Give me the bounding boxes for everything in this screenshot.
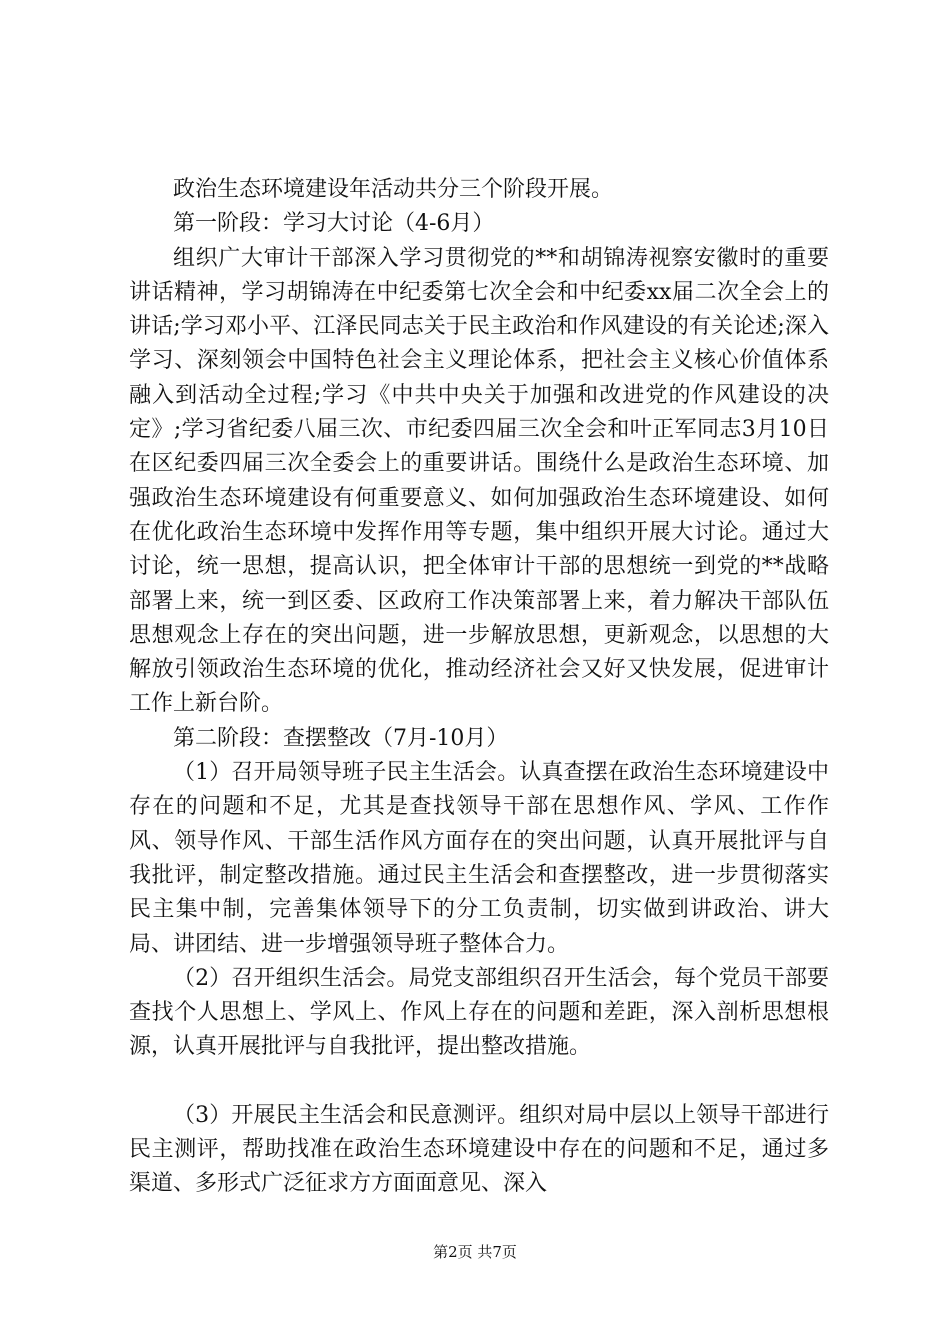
paragraph-item-2: （2）召开组织生活会。局党支部组织召开生活会，每个党员干部要查找个人思想上、学风上、作风上存在的问题和差距，深入剖析思想根源，认真开展批评与自我批评，提出整改措施。 (129, 965, 829, 1060)
heading-stage-one: 第一阶段：学习大讨论（4-6月） (173, 211, 495, 237)
heading-stage-two: 第二阶段：查摆整改（7月-10月） (173, 725, 509, 751)
paragraph-stage-one: 组织广大审计干部深入学习贯彻党的**和胡锦涛视察安徽时的重要讲话精神，学习胡锦涛在中纪委第七次全会和中纪委xx届二次全会上的讲话;学习邓小平、江泽民同志关于民主政治和作风建设的有关论述;深入学习、深刻领会中国特色社会主义理论体系，把社会主义核心价值体系融入到活动全过程;学习《中共中央关于加强和改进党的作风建设的决定》;学习省纪委八届三次、市纪委四届三次全会和叶正军同志3月10日在区纪委四届三次全委会上的重要讲话。围绕什么是政治生态环境、加强政治生态环境建设有何重要意义、如何加强政治生态环境建设、如何在优化政治生态环境中发挥作用等专题，集中组织开展大讨论。通过大讨论，统一思想，提高认识，把全体审计干部的思想统一到党的**战略部署上来，统一到区委、区政府工作决策部署上来，着力解决干部队伍思想观念上存在的突出问题，进一步解放思想，更新观念，以思想的大解放引领政治生态环境的优化，推动经济社会又好又快发展，促进审计工作上新台阶。 (129, 245, 829, 717)
paragraph-intro: 政治生态环境建设年活动共分三个阶段开展。 (173, 177, 614, 202)
page-footer: 第2页 共7页 (433, 1243, 517, 1261)
paragraph-item-3: （3）开展民主生活会和民意测评。组织对局中层以上领导干部进行民主测评，帮助找准在政治生态环境建设中存在的问题和不足，通过多渠道、多形式广泛征求方方面面意见、深入 (129, 1102, 829, 1197)
document-body (129, 173, 829, 1202)
paragraph-item-1: （1）召开局领导班子民主生活会。认真查摆在政治生态环境建设中存在的问题和不足，尤其是查找领导干部在思想作风、学风、工作作风、领导作风、干部生活作风方面存在的突出问题，认真开展批评与自我批评，制定整改措施。通过民主生活会和查摆整改，进一步贯彻落实民主集中制，完善集体领导下的分工负责制，切实做到讲政治、讲大局、讲团结、进一步增强领导班子整体合力。 (129, 760, 829, 957)
